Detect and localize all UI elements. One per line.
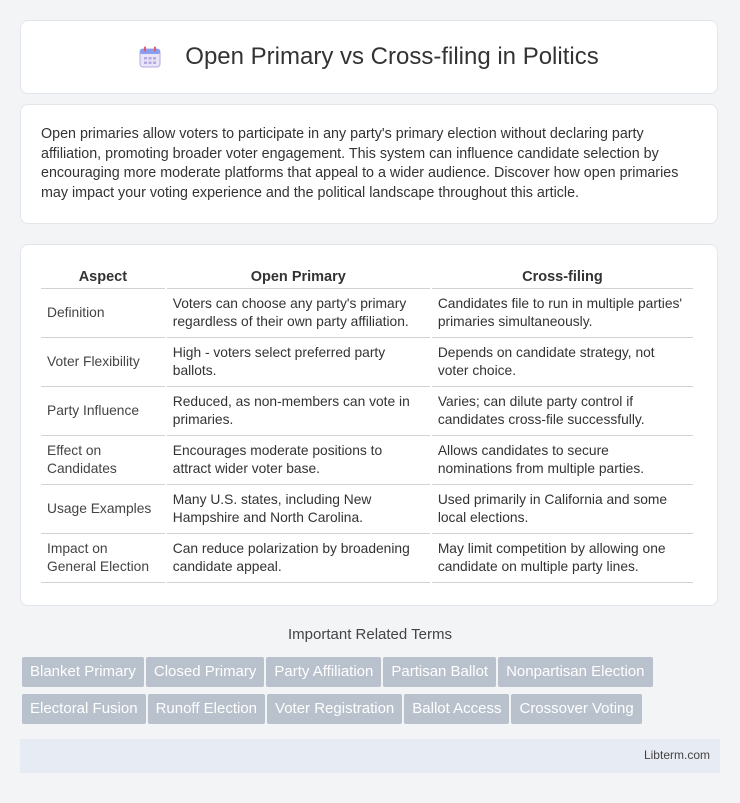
related-term-tag[interactable]: Closed Primary (146, 657, 265, 687)
cross-filing-cell: May limit competition by allowing one candidate on multiple party lines. (432, 534, 693, 583)
title-card (20, 20, 718, 94)
related-term-tag[interactable]: Electoral Fusion (22, 694, 146, 724)
intro-text: Open primaries allow voters to participate in any party's primary election without declaring party affiliation, promoting broader voter engagement. This system can influence candidate selection by encouraging more moderate platforms that appeal to a wider audience. Discover how open primaries may impact your voting experience and the political landscape throughout this article. (41, 126, 679, 201)
aspect-cell: Definition (41, 289, 165, 338)
related-term-tag[interactable]: Crossover Voting (511, 694, 641, 724)
aspect-cell: Effect on Candidates (41, 436, 165, 485)
footer (20, 739, 720, 773)
aspect-cell: Impact on General Election (41, 534, 165, 583)
table-row (41, 289, 693, 338)
table-row (41, 534, 693, 583)
open-primary-cell: Can reduce polarization by broadening candidate appeal. (167, 534, 430, 583)
column-header: Open Primary (167, 265, 430, 289)
table-row (41, 485, 693, 534)
comparison-table (39, 265, 695, 583)
comparison-table-card (20, 244, 718, 606)
table-row (41, 436, 693, 485)
open-primary-cell: Many U.S. states, including New Hampshire and North Carolina. (167, 485, 430, 534)
page-title: Open Primary vs Cross-filing in Politics (185, 43, 599, 70)
cross-filing-cell: Allows candidates to secure nominations from multiple parties. (432, 436, 693, 485)
aspect-cell: Party Influence (41, 387, 165, 436)
related-terms-title: Important Related Terms (288, 626, 452, 643)
aspect-cell: Usage Examples (41, 485, 165, 534)
cross-filing-cell: Varies; can dilute party control if candidates cross-file successfully. (432, 387, 693, 436)
open-primary-cell: Reduced, as non-members can vote in primaries. (167, 387, 430, 436)
table-row (41, 338, 693, 387)
open-primary-cell: Encourages moderate positions to attract wider voter base. (167, 436, 430, 485)
related-term-tag[interactable]: Partisan Ballot (383, 657, 496, 687)
calendar-icon (139, 46, 161, 68)
cross-filing-cell: Used primarily in California and some local elections. (432, 485, 693, 534)
related-term-tag[interactable]: Runoff Election (148, 694, 265, 724)
table-row (41, 387, 693, 436)
related-term-tag[interactable]: Party Affiliation (266, 657, 381, 687)
open-primary-cell: Voters can choose any party's primary regardless of their own party affiliation. (167, 289, 430, 338)
related-term-tag[interactable]: Blanket Primary (22, 657, 144, 687)
cross-filing-cell: Depends on candidate strategy, not voter choice. (432, 338, 693, 387)
related-term-tag[interactable]: Nonpartisan Election (498, 657, 652, 687)
intro-card (20, 104, 718, 224)
related-terms-list (22, 657, 722, 731)
related-term-tag[interactable]: Ballot Access (404, 694, 509, 724)
column-header: Cross-filing (432, 265, 693, 289)
column-header: Aspect (41, 265, 165, 289)
related-term-tag[interactable]: Voter Registration (267, 694, 402, 724)
footer-source: Libterm.com (643, 748, 710, 762)
aspect-cell: Voter Flexibility (41, 338, 165, 387)
table-header-row (41, 265, 693, 289)
open-primary-cell: High - voters select preferred party ballots. (167, 338, 430, 387)
cross-filing-cell: Candidates file to run in multiple parties' primaries simultaneously. (432, 289, 693, 338)
